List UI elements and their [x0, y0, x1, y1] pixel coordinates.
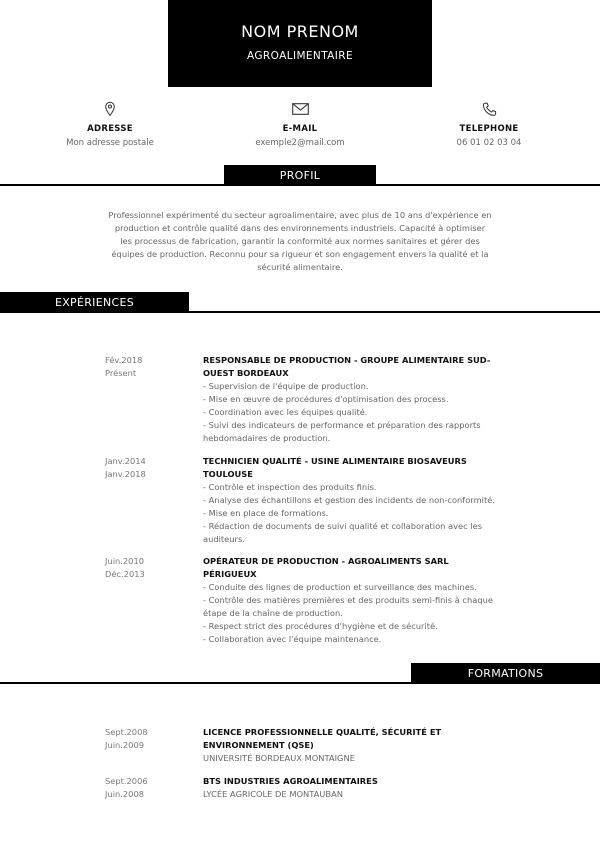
- school-name: LYCÉE AGRICOLE DE MONTAUBAN: [203, 789, 343, 799]
- profile-text: Professionnel expérimenté du secteur agroalimentaire, avec plus de 10 ans d'expérience en production et contrôle qualité dans des environnements industriels. Capacité à optimiser les processus de fabrication, garantir la conformité aux normes sanitaires et gérer des équipes de production. Reconnu pour sa rigueur et son engagement envers la qualité et la sécurité alimentaire.: [108, 210, 492, 272]
- job-bullet: - Suivi des indicateurs de performance et préparation des rapports hebdomadaires de production.: [203, 420, 481, 443]
- entry-dates: [105, 726, 195, 752]
- date-end: Déc.2013: [105, 569, 145, 579]
- entry-dates: [105, 354, 195, 380]
- entry-body: [203, 455, 495, 546]
- candidate-title: AGROALIMENTAIRE: [247, 50, 353, 62]
- contact-label: TELEPHONE: [459, 124, 519, 134]
- job-bullet: - Mise en place de formations.: [203, 508, 329, 518]
- envelope-icon: [200, 100, 400, 118]
- contact-address: [10, 100, 210, 148]
- contact-value: exemple2@mail.com: [255, 138, 345, 148]
- date-end: Juin.2009: [105, 740, 145, 750]
- entry-body: [203, 354, 495, 445]
- formations-heading: FORMATIONS: [411, 663, 600, 683]
- degree-title: BTS INDUSTRIES AGROALIMENTAIRES: [203, 776, 378, 786]
- date-start: Sept.2006: [105, 776, 148, 786]
- job-bullet: - Collaboration avec l'équipe maintenance.: [203, 634, 382, 644]
- date-end: Juin.2008: [105, 789, 145, 799]
- job-title: OPÉRATEUR DE PRODUCTION - AGROALIMENTS SARL PÉRIGUEUX: [203, 556, 449, 579]
- job-bullet: - Analyse des échantillons et gestion des incidents de non-conformité.: [203, 495, 495, 505]
- phone-icon: [389, 100, 589, 118]
- job-bullet: - Supervision de l'équipe de production.: [203, 381, 369, 391]
- entry-dates: [105, 455, 195, 481]
- date-start: Sept.2008: [105, 727, 148, 737]
- school-name: UNIVERSITÉ BORDEAUX MONTAIGNE: [203, 753, 355, 763]
- entry-body: [203, 726, 495, 765]
- job-bullet: - Conduite des lignes de production et surveillance des machines.: [203, 582, 477, 592]
- contact-value: Mon adresse postale: [66, 138, 154, 148]
- date-end: Présent: [105, 368, 137, 378]
- experiences-heading: EXPÉRIENCES: [0, 292, 189, 312]
- date-end: Janv.2018: [105, 469, 146, 479]
- entry-body: [203, 555, 495, 646]
- date-start: Juin.2010: [105, 556, 145, 566]
- header-box: [168, 0, 432, 87]
- date-start: Janv.2014: [105, 456, 146, 466]
- entry-body: [203, 775, 495, 801]
- date-start: Fév.2018: [105, 355, 143, 365]
- job-bullet: - Rédaction de documents de suivi qualité et collaboration avec les auditeurs.: [203, 521, 483, 544]
- job-bullet: - Mise en œuvre de procédures d'optimisation des process.: [203, 394, 449, 404]
- job-title: TECHNICIEN QUALITÉ - USINE ALIMENTAIRE BIOSAVEURS TOULOUSE: [203, 456, 467, 479]
- entry-dates: [105, 775, 195, 801]
- contact-phone: [389, 100, 589, 148]
- contact-value: 06 01 02 03 04: [456, 138, 522, 148]
- job-title: RESPONSABLE DE PRODUCTION - GROUPE ALIMENTAIRE SUD-OUEST BORDEAUX: [203, 355, 491, 378]
- contact-email: [200, 100, 400, 148]
- contact-label: E-MAIL: [282, 124, 318, 134]
- job-bullet: - Respect strict des procédures d'hygiène et de sécurité.: [203, 621, 438, 631]
- job-bullet: - Contrôle des matières premières et des produits semi-finis à chaque étape de la chaîne de production.: [203, 595, 493, 618]
- degree-title: LICENCE PROFESSIONNELLE QUALITÉ, SÉCURITÉ ET ENVIRONNEMENT (QSE): [203, 727, 442, 750]
- contact-label: ADRESSE: [87, 124, 133, 134]
- location-pin-icon: [10, 100, 210, 118]
- candidate-name: NOM PRENOM: [241, 22, 359, 41]
- profile-heading: PROFIL: [224, 165, 376, 185]
- entry-dates: [105, 555, 195, 581]
- job-bullet: - Coordination avec les équipes qualité.: [203, 407, 368, 417]
- job-bullet: - Contrôle et inspection des produits finis.: [203, 482, 377, 492]
